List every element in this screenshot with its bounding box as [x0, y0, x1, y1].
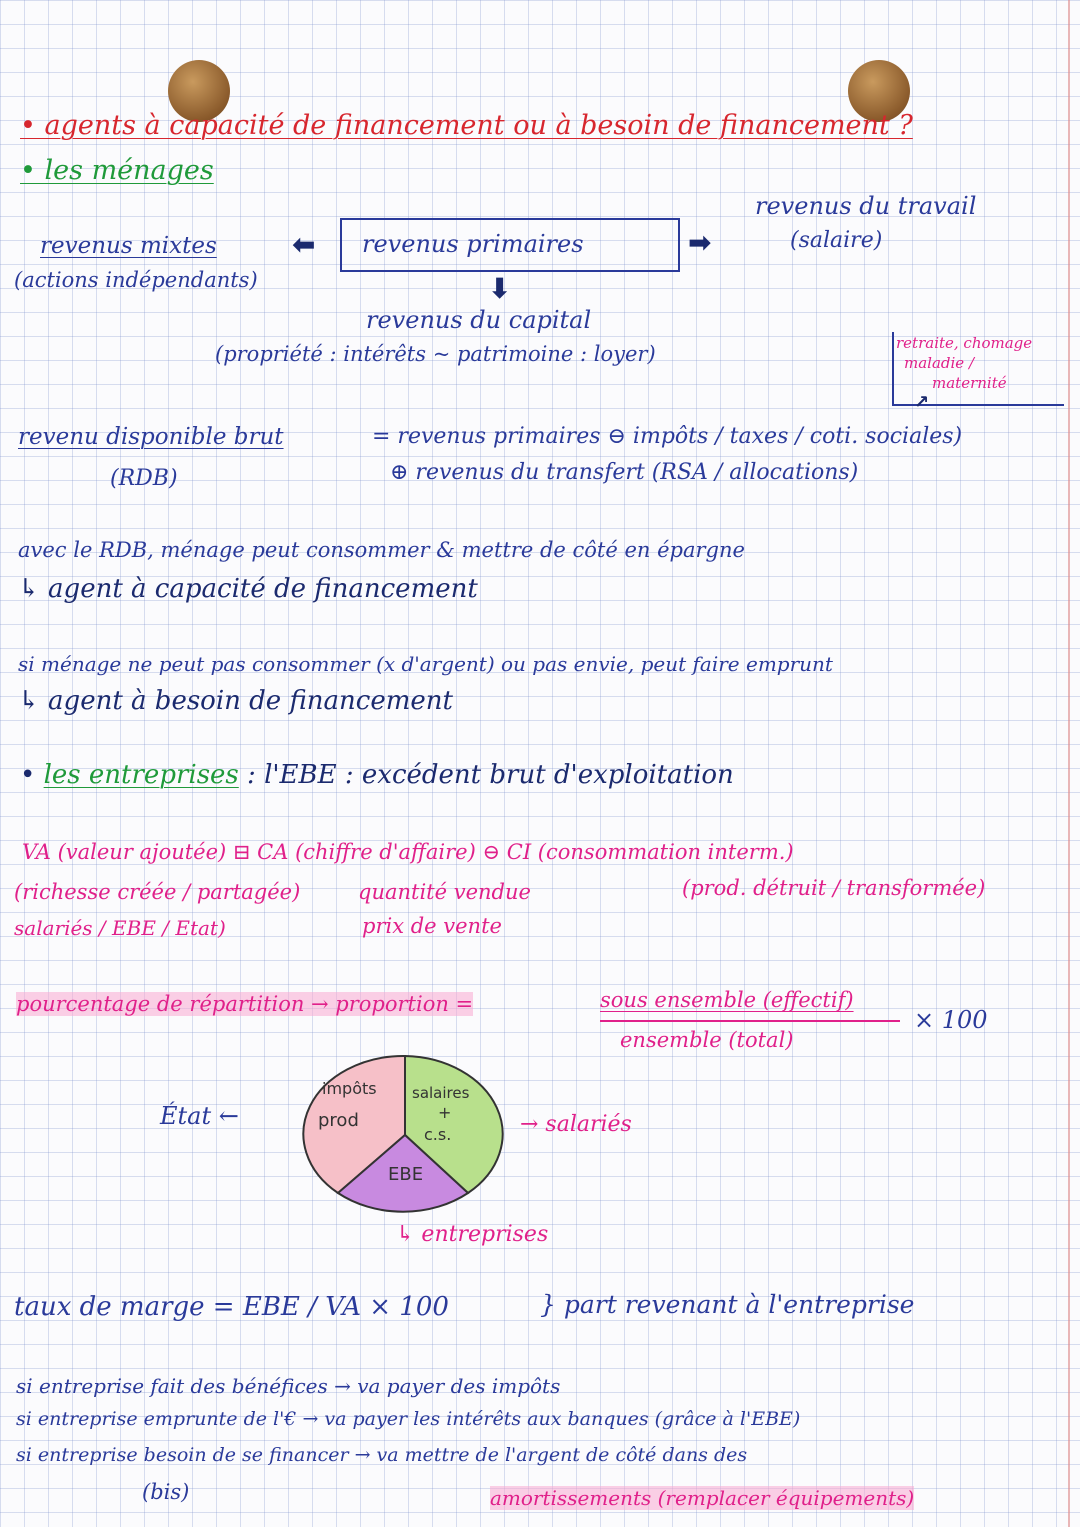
pie-label-prod: prod [318, 1110, 359, 1131]
pie-label-impots: impôts [322, 1079, 377, 1098]
pie-to-salaries: → salariés [520, 1112, 632, 1137]
rdb-formula-plus: ⊕ revenus du transfert (RSA / allocations) [390, 460, 859, 485]
title-line-1: • agents à capacité de financement ou à besoin de financement ? [20, 110, 913, 141]
arrow-right: ➡ [688, 226, 712, 259]
retraite: retraite, chomage [896, 334, 1033, 352]
rdb-abbr: (RDB) [110, 466, 178, 491]
salaries-ebe: salariés / EBE / Etat) [14, 916, 226, 940]
x100: × 100 [914, 1006, 988, 1034]
agent-besoin: ↳ agent à besoin de financement [18, 686, 453, 716]
revenus-primaires: revenus primaires [362, 230, 584, 258]
financer-line: si entreprise besoin de se financer → va mettre de l'argent de côté dans des [16, 1444, 748, 1466]
va-pie-chart [300, 1050, 510, 1220]
ensemble: ensemble (total) [620, 1028, 794, 1052]
prix: prix de vente [362, 914, 502, 938]
benefices-line: si entreprise fait des bénéfices → va payer des impôts [16, 1374, 561, 1398]
pie-label-cs: c.s. [424, 1125, 452, 1144]
revenus-capital: revenus du capital [366, 306, 592, 334]
pie-label-plus: + [438, 1103, 452, 1122]
richesse: (richesse créée / partagée) [14, 880, 301, 904]
actions-independants: (actions indépendants) [14, 268, 258, 292]
section-heading-menages: • les ménages [20, 155, 214, 186]
amortissements: amortissements (remplacer équipements) [490, 1486, 915, 1510]
maternite: maternité [932, 374, 1007, 392]
salaire: (salaire) [790, 228, 883, 253]
maladie: maladie / [904, 354, 975, 372]
revenus-mixtes: revenus mixtes [40, 233, 217, 259]
pie-to-entreprises: ↳ entreprises [396, 1222, 549, 1247]
si-menage: si ménage ne peut pas consommer (x d'argent) ou pas envie, peut faire emprunt [18, 652, 833, 676]
pie-etat-label: État ← [160, 1102, 239, 1130]
pourcentage: pourcentage de répartition → proportion = [16, 992, 474, 1016]
revenus-travail: revenus du travail [755, 192, 977, 220]
pie-label-ebe: EBE [388, 1164, 424, 1185]
section-heading-entreprises: • les entreprises : l'EBE : excédent brut d'exploitation [20, 760, 734, 790]
quantite: quantité vendue [358, 880, 531, 904]
agent-capacite: ↳ agent à capacité de financement [18, 574, 478, 604]
va-definition: VA (valeur ajoutée) ⊟ CA (chiffre d'affaire) ⊖ CI (consommation interm.) [22, 840, 794, 864]
bis: (bis) [142, 1480, 190, 1504]
fraction-bar [600, 1020, 900, 1022]
rdb-formula-minus: = revenus primaires ⊖ impôts / taxes / coti. sociales) [372, 424, 963, 449]
taux-marge: taux de marge = EBE / VA × 100 [14, 1292, 449, 1322]
emprunte-line: si entreprise emprunte de l'€ → va payer les intérêts aux banques (grâce à l'EBE) [16, 1408, 801, 1430]
part-revenant: } part revenant à l'entreprise [540, 1290, 915, 1319]
rdb-label: revenu disponible brut [18, 424, 284, 450]
propriete: (propriété : intérêts ~ patrimoine : loyer) [215, 342, 656, 366]
arrow-up-note: ↗ [914, 392, 930, 413]
pie-label-salaires: salaires [412, 1084, 470, 1102]
margin-line [1068, 0, 1070, 1527]
avec-rdb: avec le RDB, ménage peut consommer & mettre de côté en épargne [18, 538, 745, 562]
prod-detruit: (prod. détruit / transformée) [682, 876, 986, 900]
arrow-left: ⬅ [292, 228, 316, 261]
arrow-down: ⬇ [488, 272, 512, 305]
sous-ensemble: sous ensemble (effectif) [600, 988, 854, 1012]
